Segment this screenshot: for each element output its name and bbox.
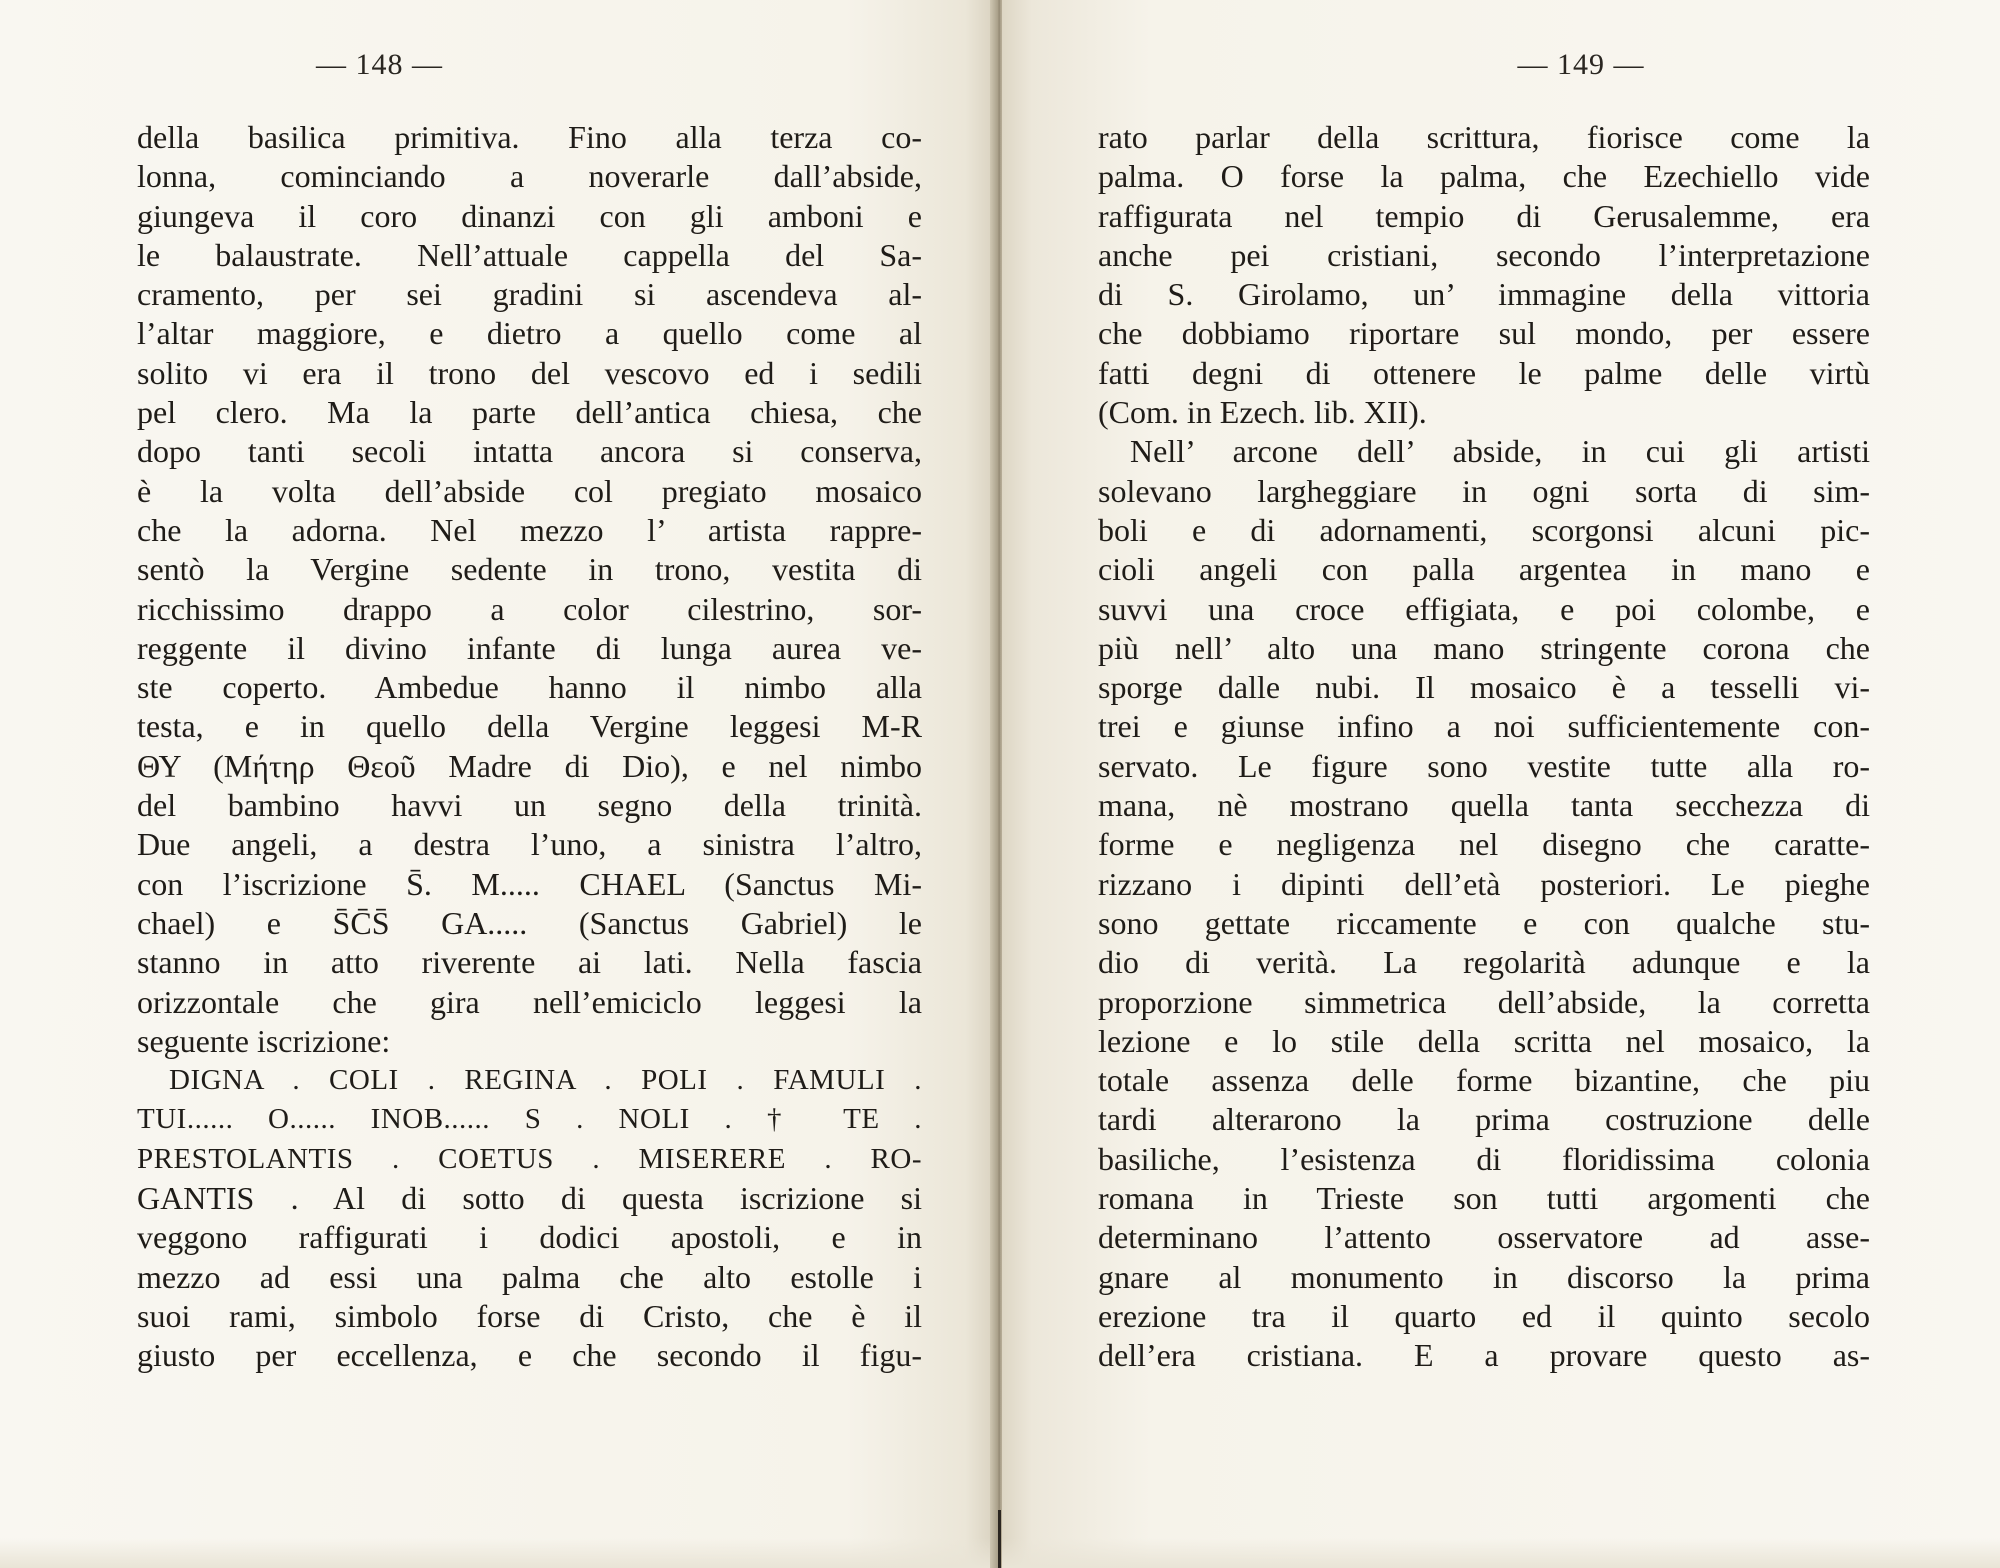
text-line: trei e giunse infino a noi sufficientemente con- — [1098, 708, 1870, 745]
text-line: di S. Girolamo, un’ immagine della vittoria — [1098, 276, 1870, 313]
text-line: ste coperto. Ambedue hanno il nimbo alla — [137, 669, 922, 706]
text-line: sporge dalle nubi. Il mosaico è a tesselli vi- — [1098, 669, 1870, 706]
text-line: pel clero. Ma la parte dell’antica chiesa, che — [137, 394, 922, 431]
text-line: giungeva il coro dinanzi con gli amboni e — [137, 197, 922, 234]
text-line: l’altar maggiore, e dietro a quello come al — [137, 315, 922, 352]
text-line: chael) e S̄C̄S̄ GA..... (Sanctus Gabriel) le — [137, 904, 922, 941]
text-line: TUI...... O...... INOB...... S . NOLI . † TE . — [137, 1103, 922, 1136]
text-line: palma. O forse la palma, che Ezechiello vide — [1098, 158, 1870, 195]
right-page — [1002, 0, 2000, 1568]
text-line: mezzo ad essi una palma che alto estolle i — [137, 1258, 922, 1295]
left-page — [0, 0, 995, 1568]
text-line: ricchissimo drappo a color cilestrino, sor- — [137, 590, 922, 627]
text-line: dopo tanti secoli intatta ancora si conserva, — [137, 433, 922, 470]
text-line: (Com. in Ezech. lib. XII). — [1098, 394, 1427, 431]
text-line: Nell’ arcone dell’ abside, in cui gli artisti — [1130, 433, 1870, 470]
text-line: del bambino havvi un segno della trinità. — [137, 787, 922, 824]
binding-thread — [998, 1510, 1001, 1568]
text-line: orizzontale che gira nell’emiciclo leggesi la — [137, 983, 922, 1020]
text-line: che la adorna. Nel mezzo l’ artista rappre- — [137, 511, 922, 548]
text-line: proporzione simmetrica dell’abside, la corretta — [1098, 983, 1870, 1020]
text-line: totale assenza delle forme bizantine, che piu — [1098, 1062, 1870, 1099]
text-line: suoi rami, simbolo forse di Cristo, che è il — [137, 1297, 922, 1334]
text-line: testa, e in quello della Vergine leggesi M-R — [137, 708, 922, 745]
text-line: determinano l’attento osservatore ad asse- — [1098, 1219, 1870, 1256]
text-line: boli e di adornamenti, scorgonsi alcuni pic- — [1098, 511, 1870, 548]
page-number: — 148 — — [316, 48, 443, 81]
text-line: reggente il divino infante di lunga aurea ve- — [137, 629, 922, 666]
text-line: fatti degni di ottenere le palme delle virtù — [1098, 354, 1870, 391]
text-line: con l’iscrizione S̄. M..... CHAEL (Sanctus Mi- — [137, 865, 922, 902]
text-line: giusto per eccellenza, e che secondo il figu- — [137, 1337, 922, 1374]
text-line: servato. Le figure sono vestite tutte alla ro- — [1098, 747, 1870, 784]
text-line: PRESTOLANTIS . COETUS . MISERERE . RO- — [137, 1142, 922, 1175]
text-line: anche pei cristiani, secondo l’interpretazione — [1098, 236, 1870, 273]
text-line: mana, nè mostrano quella tanta secchezza di — [1098, 787, 1870, 824]
text-line: ΘΥ (Μήτηρ Θεοῦ Madre di Dio), e nel nimbo — [137, 747, 922, 784]
text-line: tardi alterarono la prima costruzione delle — [1098, 1101, 1870, 1138]
text-line: rato parlar della scrittura, fiorisce come la — [1098, 119, 1870, 155]
page-text — [137, 118, 922, 1376]
text-line: solevano largheggiare in ogni sorta di sim- — [1098, 472, 1870, 509]
text-line: più nell’ alto una mano stringente corona che — [1098, 629, 1870, 666]
text-line: della basilica primitiva. Fino alla terza co- — [137, 119, 922, 155]
text-line: romana in Trieste son tutti argomenti che — [1098, 1180, 1870, 1217]
text-line: rizzano i dipinti dell’età posteriori. Le pieghe — [1098, 865, 1870, 902]
text-line: dio di verità. La regolarità adunque e la — [1098, 944, 1870, 981]
text-line: suvvi una croce effigiata, e poi colombe, e — [1098, 590, 1870, 627]
text-line: dell’era cristiana. E a provare questo as- — [1098, 1337, 1870, 1374]
text-line: basiliche, l’esistenza di floridissima colonia — [1098, 1140, 1870, 1177]
text-line: stanno in atto riverente ai lati. Nella fascia — [137, 944, 922, 981]
text-line: è la volta dell’abside col pregiato mosaico — [137, 472, 922, 509]
text-line: forme e negligenza nel disegno che caratte- — [1098, 826, 1870, 863]
text-line: erezione tra il quarto ed il quinto secolo — [1098, 1297, 1870, 1334]
text-line: solito vi era il trono del vescovo ed i sedili — [137, 354, 922, 391]
text-line: lezione e lo stile della scritta nel mosaico, la — [1098, 1022, 1870, 1059]
page-edge — [1002, 1538, 2000, 1568]
page-text — [1098, 118, 1870, 1376]
text-line: le balaustrate. Nell’attuale cappella del Sa- — [137, 236, 922, 273]
text-line: raffigurata nel tempio di Gerusalemme, era — [1098, 197, 1870, 234]
text-line: GANTIS . Al di sotto di questa iscrizione si — [137, 1180, 922, 1217]
text-line: lonna, cominciando a noverarle dall’abside, — [137, 158, 922, 195]
text-line: gnare al monumento in discorso la prima — [1098, 1258, 1870, 1295]
text-line: che dobbiamo riportare sul mondo, per essere — [1098, 315, 1870, 352]
text-line: Due angeli, a destra l’uno, a sinistra l’altro, — [137, 826, 922, 863]
text-line: cramento, per sei gradini si ascendeva al- — [137, 276, 922, 313]
page-edge — [0, 1538, 995, 1568]
page-number: — 149 — — [1517, 48, 1645, 81]
text-line: seguente iscrizione: — [137, 1022, 391, 1059]
text-line: veggono raffigurati i dodici apostoli, e in — [137, 1219, 922, 1256]
text-line: DIGNA . COLI . REGINA . POLI . FAMULI . — [169, 1064, 922, 1097]
text-line: cioli angeli con palla argentea in mano e — [1098, 551, 1870, 588]
text-line: sentò la Vergine sedente in trono, vestita di — [137, 551, 922, 588]
text-line: sono gettate riccamente e con qualche stu- — [1098, 904, 1870, 941]
